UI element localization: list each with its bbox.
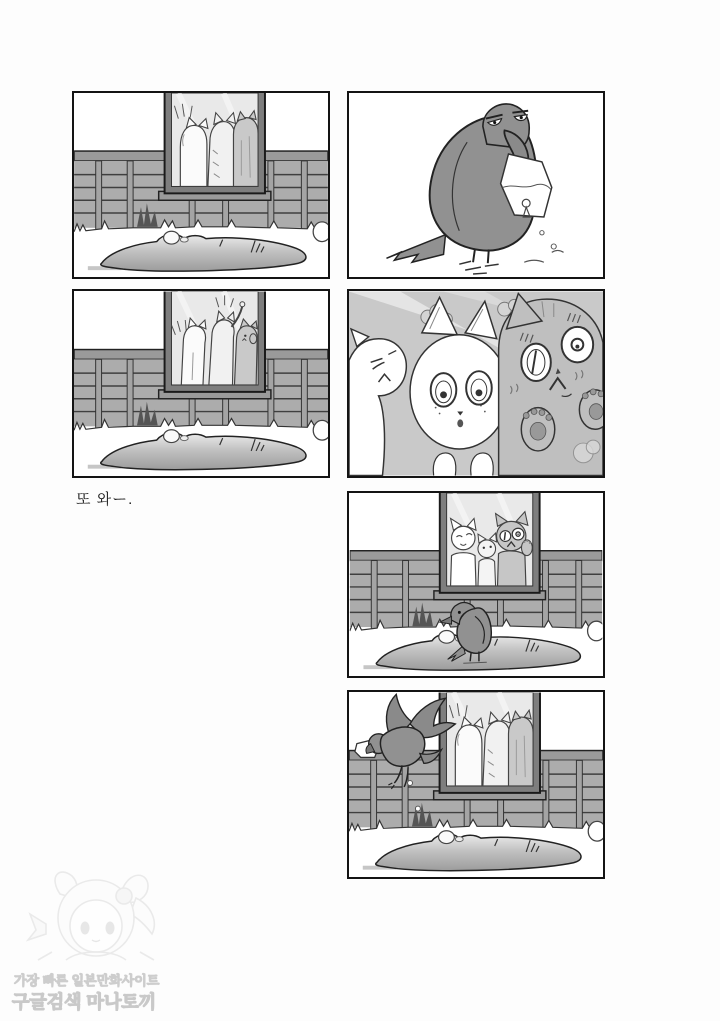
- panel-6-art-crow-flying: [349, 692, 603, 877]
- panel-6: [347, 690, 605, 879]
- panel-1-art-house-cats: [74, 93, 328, 277]
- right-cat-gray-paws-on-glass: [499, 293, 603, 475]
- watermark-line-2: 구글검색 마나토끼: [12, 992, 157, 1012]
- panel-3-art-house-cats-standing: [74, 291, 328, 476]
- panel-5: [347, 491, 605, 678]
- panel-3: [72, 289, 330, 478]
- panel-2: [347, 91, 605, 279]
- panel-1: [72, 91, 330, 279]
- manatoki-mascot-icon: [26, 868, 166, 970]
- panel-4: [347, 289, 605, 478]
- caption-text: 또 와ー.: [76, 491, 134, 508]
- watermark-line-1: 가장 빠른 일본만화사이트: [14, 973, 160, 988]
- panel-4-art-shocked-cats: [349, 291, 603, 476]
- panel-2-art-crow-closeup: [349, 93, 603, 277]
- panel-5-art-crow-in-garden: [349, 493, 603, 676]
- site-watermark: [12, 868, 202, 1014]
